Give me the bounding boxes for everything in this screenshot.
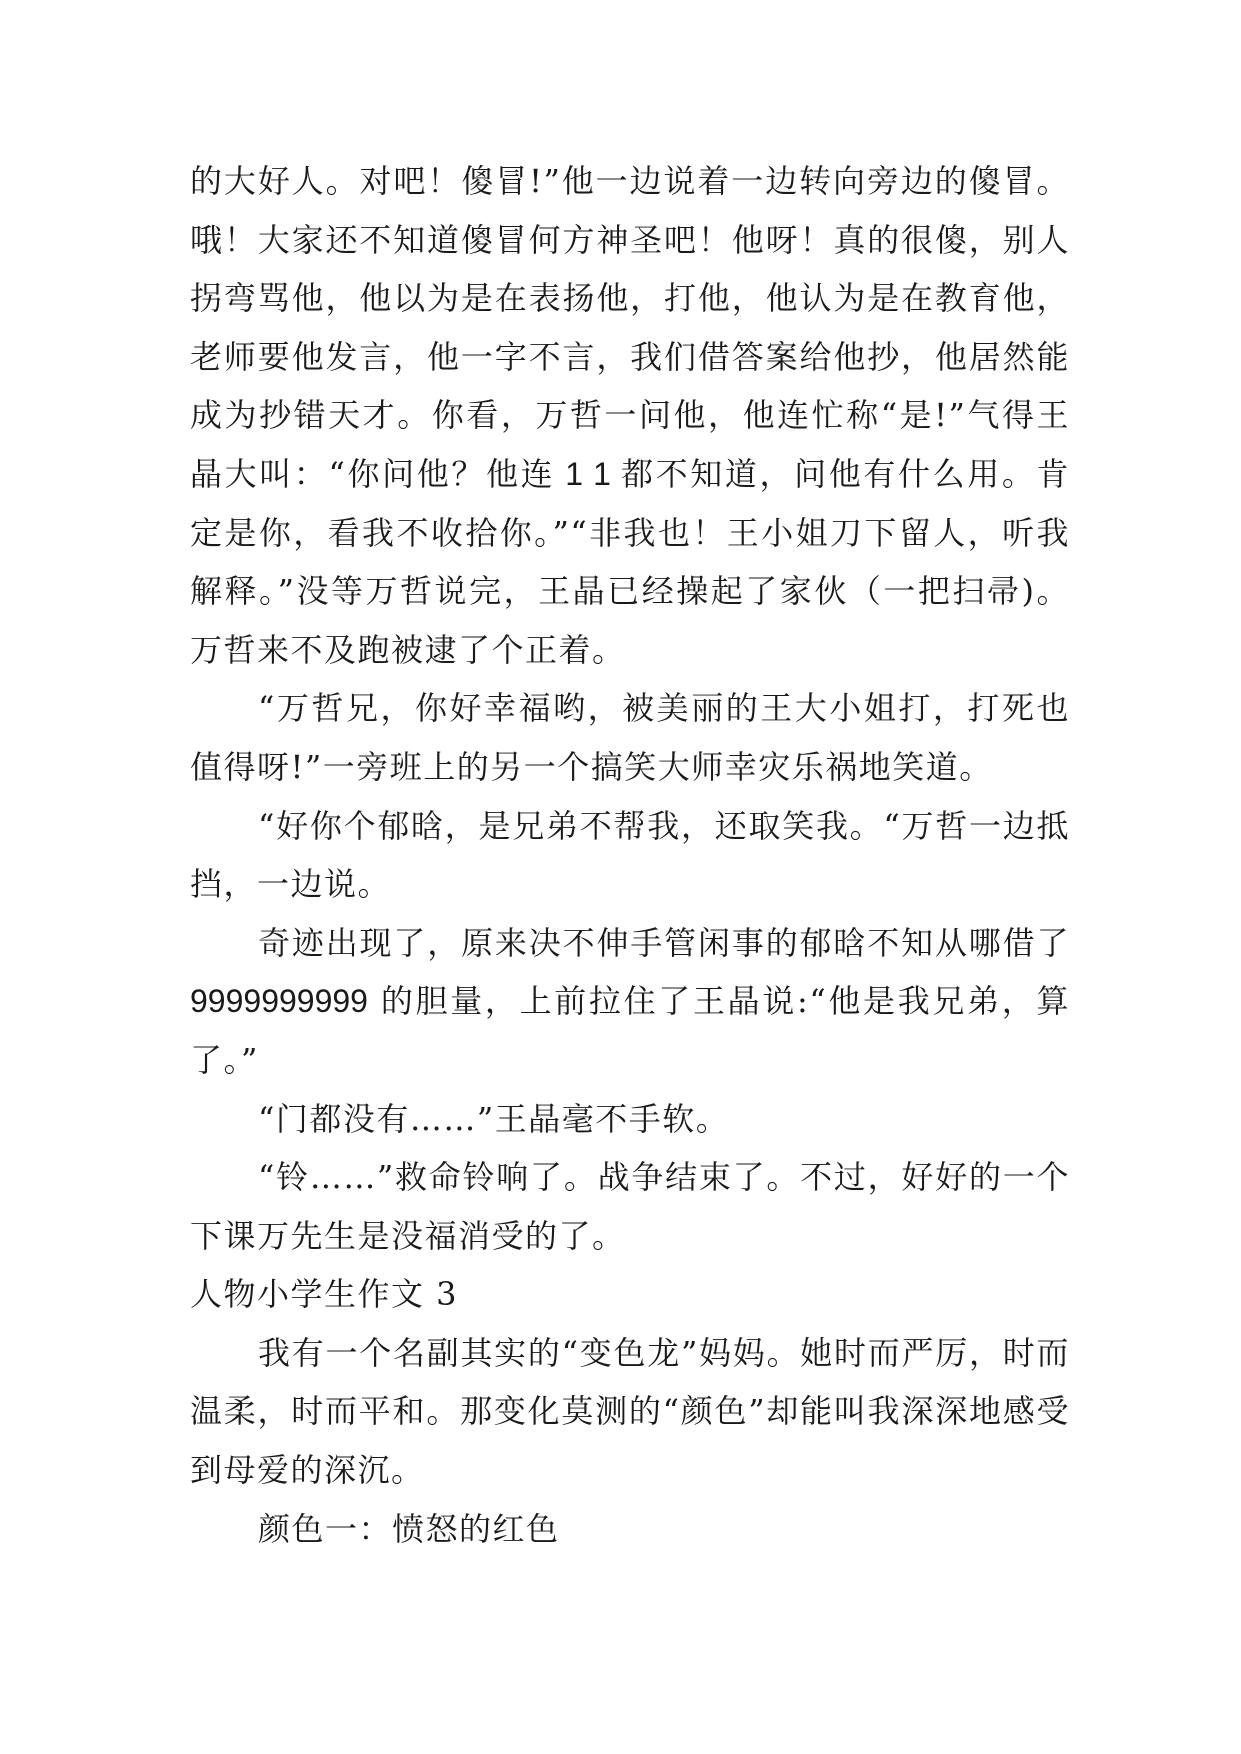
paragraph: [190, 152, 1070, 679]
paragraph: [190, 1500, 1070, 1559]
number-run: 1 1: [555, 455, 621, 492]
text-run: 的大好人。对吧！傻冒!”他一边说着一边转向旁边的傻冒。哦！大家还不知道傻冒何方神圣吧！他呀！真的很傻，别人拐弯骂他，他以为是在表扬他，打他，他认为是在教育他，老师要他发言，他一字不言，我们借答案给他抄，他居然能成为抄错天才。你看，万哲一问他，他连忙称“是!”气得王晶大叫：“你问他？他连: [190, 162, 1070, 493]
paragraph: [190, 914, 1070, 1090]
text-run: “铃……”救命铃响了。战争结束了。不过，好好的一个下课万先生是没福消受的了。: [190, 1158, 1070, 1255]
text-run: “好你个郁晗，是兄弟不帮我，还取笑我。“万哲一边抵挡，一边说。: [190, 806, 1070, 904]
text-run: 颜色一：愤怒的红色: [258, 1509, 560, 1548]
paragraph: [190, 1148, 1070, 1265]
text-run: 的胆量，上前拉住了王晶说:“他是我兄弟，算了。”: [190, 982, 1070, 1079]
text-run: 都不知道，问他有什么用。肯定是你，看我不收拾你。”“非我也！王小姐刀下留人，听我解释。”没等万哲说完，王晶已经操起了家伙（一把扫帚)。万哲来不及跑被逮了个正着。: [190, 454, 1070, 669]
text-run: 奇迹出现了，原来决不伸手管闲事的郁晗不知从哪借了: [258, 923, 1070, 962]
section-heading: [190, 1265, 1070, 1324]
paragraph: [190, 679, 1070, 796]
text-run: “门都没有……”王晶毫不手软。: [258, 1099, 730, 1138]
paragraph: [190, 1090, 1070, 1149]
text-run: 人物小学生作文 3: [190, 1275, 459, 1314]
paragraph: [190, 1324, 1070, 1500]
text-run: “万哲兄，你好幸福哟，被美丽的王大小姐打，打死也值得呀!”一旁班上的另一个搞笑大师幸灾乐祸地笑道。: [190, 689, 1070, 786]
document-body: [190, 152, 1070, 1558]
number-run: 9999999999: [190, 983, 368, 1020]
text-run: 我有一个名副其实的“变色龙”妈妈。她时而严厉，时而温柔，时而平和。那变化莫测的“颜色”却能叫我深深地感受到母爱的深沉。: [190, 1333, 1070, 1490]
paragraph: [190, 797, 1070, 914]
